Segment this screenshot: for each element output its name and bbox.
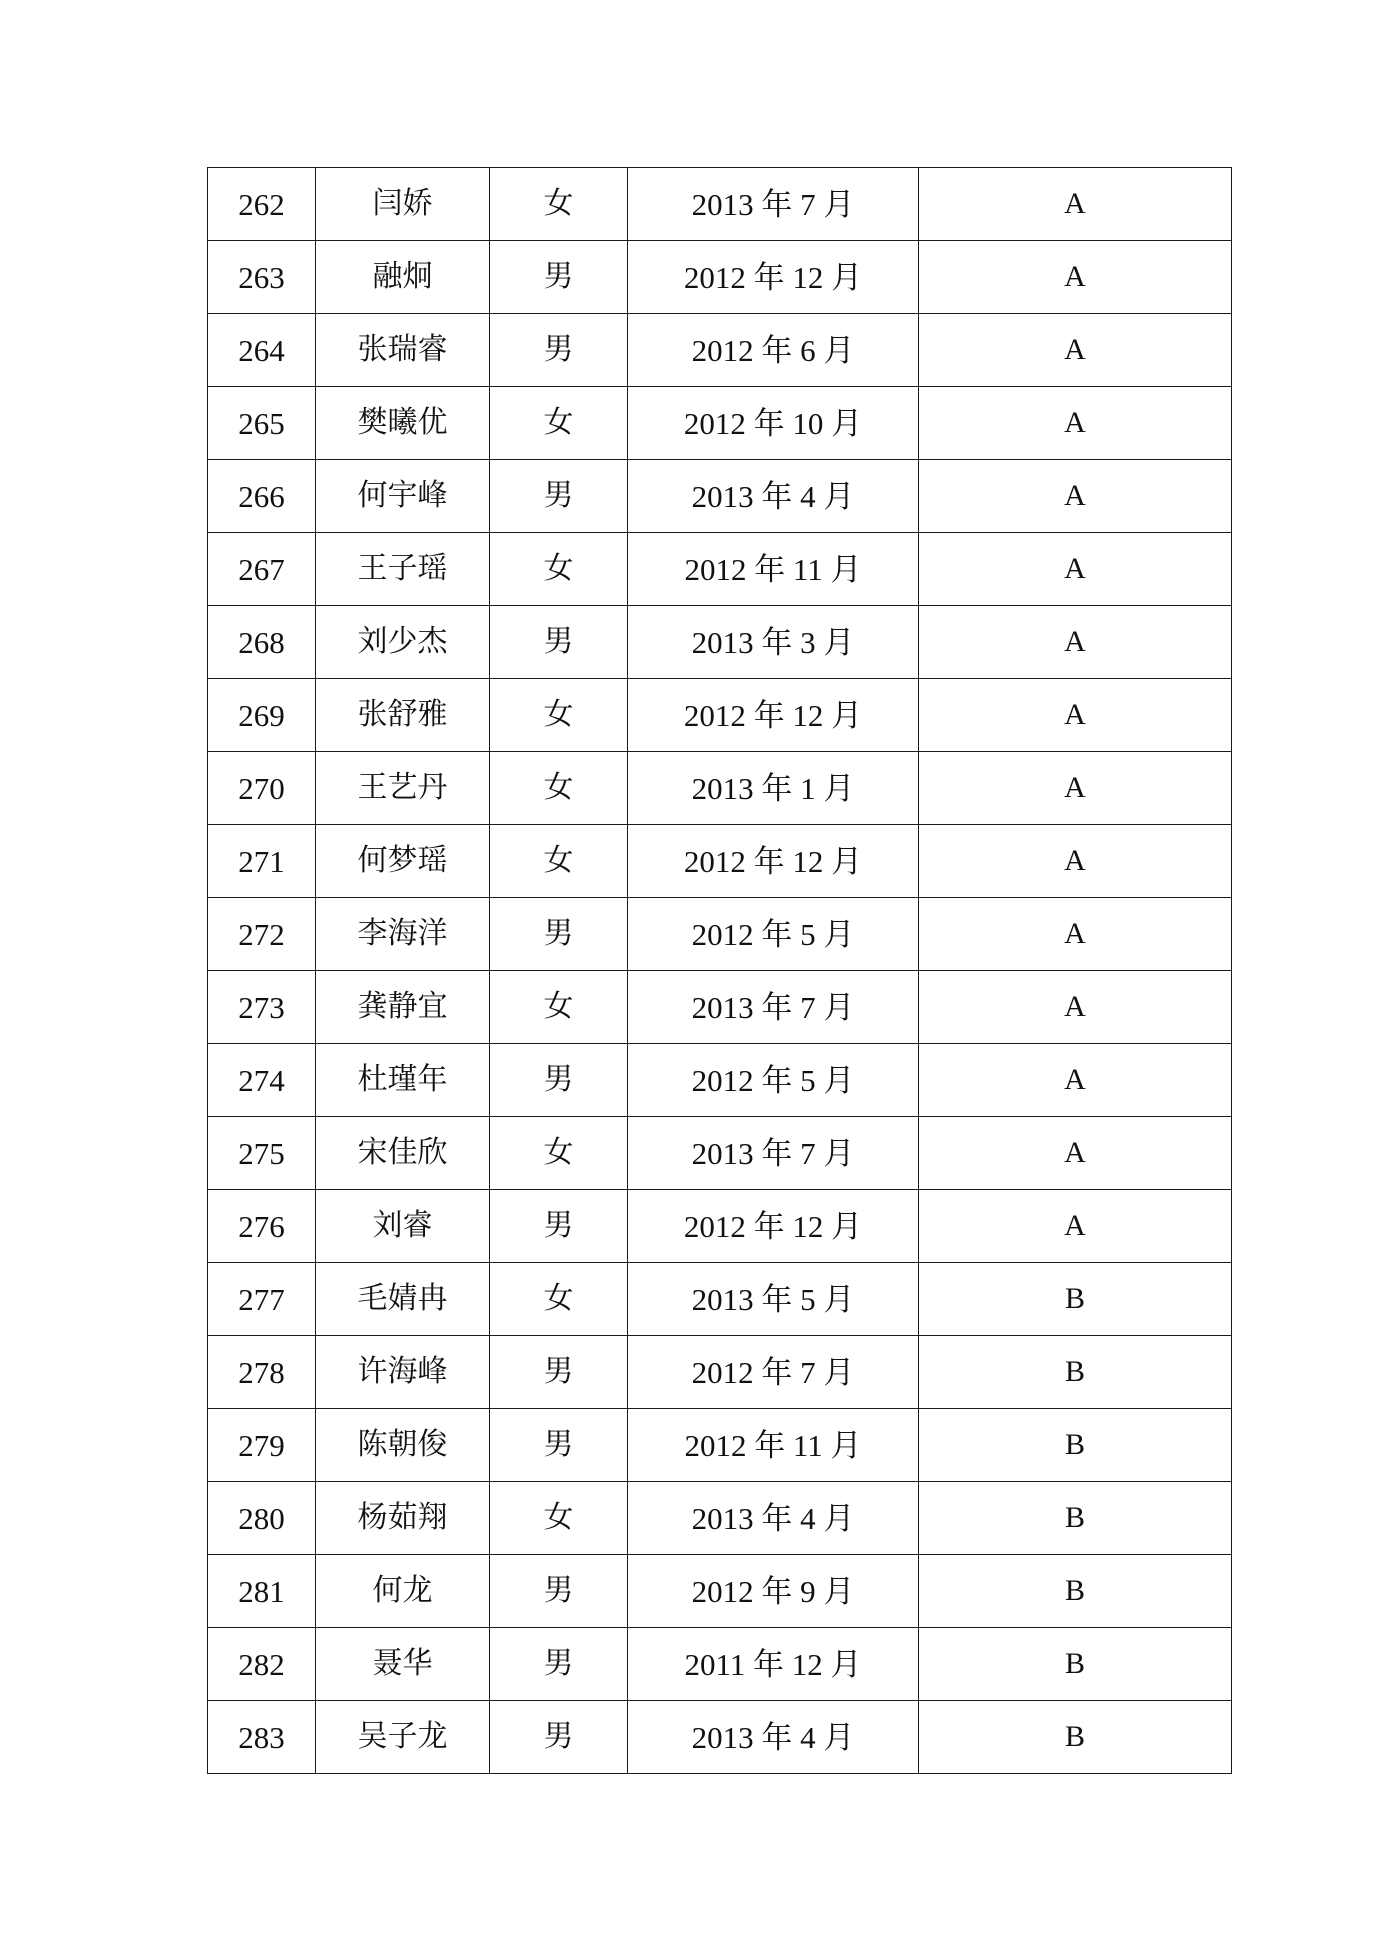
grade-level: A bbox=[919, 387, 1232, 460]
table-row bbox=[208, 241, 1232, 314]
grade-level: A bbox=[919, 241, 1232, 314]
student-gender: 男 bbox=[490, 1409, 628, 1482]
birth-date: 2013 年 4 月 bbox=[628, 1701, 919, 1774]
table-row bbox=[208, 387, 1232, 460]
row-number: 269 bbox=[208, 679, 316, 752]
table-row bbox=[208, 825, 1232, 898]
row-number: 274 bbox=[208, 1044, 316, 1117]
table-row bbox=[208, 679, 1232, 752]
birth-date: 2013 年 4 月 bbox=[628, 1482, 919, 1555]
row-number: 264 bbox=[208, 314, 316, 387]
student-name: 融炯 bbox=[316, 241, 490, 314]
grade-level: B bbox=[919, 1628, 1232, 1701]
row-number: 267 bbox=[208, 533, 316, 606]
student-gender: 女 bbox=[490, 387, 628, 460]
row-number: 265 bbox=[208, 387, 316, 460]
roster-body bbox=[208, 168, 1232, 1774]
birth-date: 2013 年 7 月 bbox=[628, 971, 919, 1044]
row-number: 268 bbox=[208, 606, 316, 679]
table-row bbox=[208, 1336, 1232, 1409]
student-gender: 男 bbox=[490, 606, 628, 679]
table-row bbox=[208, 1190, 1232, 1263]
student-name: 宋佳欣 bbox=[316, 1117, 490, 1190]
grade-level: B bbox=[919, 1701, 1232, 1774]
grade-level: A bbox=[919, 314, 1232, 387]
row-number: 273 bbox=[208, 971, 316, 1044]
student-gender: 男 bbox=[490, 1628, 628, 1701]
birth-date: 2013 年 1 月 bbox=[628, 752, 919, 825]
grade-level: B bbox=[919, 1336, 1232, 1409]
student-name: 许海峰 bbox=[316, 1336, 490, 1409]
table-row bbox=[208, 1628, 1232, 1701]
birth-date: 2012 年 10 月 bbox=[628, 387, 919, 460]
row-number: 276 bbox=[208, 1190, 316, 1263]
student-name: 何龙 bbox=[316, 1555, 490, 1628]
student-name: 闫娇 bbox=[316, 168, 490, 241]
birth-date: 2013 年 4 月 bbox=[628, 460, 919, 533]
student-roster-table bbox=[207, 167, 1232, 1774]
table-row bbox=[208, 460, 1232, 533]
student-name: 何宇峰 bbox=[316, 460, 490, 533]
row-number: 277 bbox=[208, 1263, 316, 1336]
grade-level: B bbox=[919, 1409, 1232, 1482]
table-row bbox=[208, 314, 1232, 387]
birth-date: 2012 年 12 月 bbox=[628, 1190, 919, 1263]
student-name: 聂华 bbox=[316, 1628, 490, 1701]
birth-date: 2012 年 6 月 bbox=[628, 314, 919, 387]
grade-level: A bbox=[919, 460, 1232, 533]
grade-level: A bbox=[919, 1117, 1232, 1190]
student-name: 吴子龙 bbox=[316, 1701, 490, 1774]
birth-date: 2013 年 7 月 bbox=[628, 1117, 919, 1190]
student-name: 毛婧冉 bbox=[316, 1263, 490, 1336]
table-row bbox=[208, 1482, 1232, 1555]
row-number: 278 bbox=[208, 1336, 316, 1409]
table-row bbox=[208, 1263, 1232, 1336]
grade-level: B bbox=[919, 1263, 1232, 1336]
birth-date: 2012 年 12 月 bbox=[628, 679, 919, 752]
grade-level: A bbox=[919, 1044, 1232, 1117]
grade-level: B bbox=[919, 1555, 1232, 1628]
grade-level: A bbox=[919, 606, 1232, 679]
table-row bbox=[208, 752, 1232, 825]
birth-date: 2012 年 11 月 bbox=[628, 533, 919, 606]
birth-date: 2012 年 5 月 bbox=[628, 898, 919, 971]
row-number: 280 bbox=[208, 1482, 316, 1555]
row-number: 283 bbox=[208, 1701, 316, 1774]
student-name: 樊曦优 bbox=[316, 387, 490, 460]
student-name: 杜瑾年 bbox=[316, 1044, 490, 1117]
student-gender: 女 bbox=[490, 1482, 628, 1555]
student-gender: 女 bbox=[490, 679, 628, 752]
table-row bbox=[208, 1409, 1232, 1482]
student-gender: 男 bbox=[490, 1336, 628, 1409]
birth-date: 2013 年 3 月 bbox=[628, 606, 919, 679]
row-number: 272 bbox=[208, 898, 316, 971]
birth-date: 2012 年 9 月 bbox=[628, 1555, 919, 1628]
student-gender: 女 bbox=[490, 825, 628, 898]
birth-date: 2012 年 7 月 bbox=[628, 1336, 919, 1409]
student-gender: 女 bbox=[490, 168, 628, 241]
grade-level: A bbox=[919, 533, 1232, 606]
row-number: 281 bbox=[208, 1555, 316, 1628]
birth-date: 2013 年 5 月 bbox=[628, 1263, 919, 1336]
birth-date: 2012 年 12 月 bbox=[628, 825, 919, 898]
student-name: 陈朝俊 bbox=[316, 1409, 490, 1482]
student-name: 李海洋 bbox=[316, 898, 490, 971]
student-gender: 男 bbox=[490, 1190, 628, 1263]
student-name: 张瑞睿 bbox=[316, 314, 490, 387]
grade-level: A bbox=[919, 168, 1232, 241]
table-row bbox=[208, 1044, 1232, 1117]
grade-level: A bbox=[919, 1190, 1232, 1263]
birth-date: 2012 年 11 月 bbox=[628, 1409, 919, 1482]
row-number: 263 bbox=[208, 241, 316, 314]
birth-date: 2013 年 7 月 bbox=[628, 168, 919, 241]
birth-date: 2012 年 5 月 bbox=[628, 1044, 919, 1117]
student-gender: 男 bbox=[490, 314, 628, 387]
student-gender: 男 bbox=[490, 460, 628, 533]
grade-level: A bbox=[919, 752, 1232, 825]
row-number: 262 bbox=[208, 168, 316, 241]
row-number: 270 bbox=[208, 752, 316, 825]
table-row bbox=[208, 168, 1232, 241]
birth-date: 2012 年 12 月 bbox=[628, 241, 919, 314]
student-gender: 女 bbox=[490, 971, 628, 1044]
student-gender: 女 bbox=[490, 533, 628, 606]
birth-date: 2011 年 12 月 bbox=[628, 1628, 919, 1701]
student-name: 龚静宜 bbox=[316, 971, 490, 1044]
student-name: 刘少杰 bbox=[316, 606, 490, 679]
student-name: 何梦瑶 bbox=[316, 825, 490, 898]
row-number: 266 bbox=[208, 460, 316, 533]
table-row bbox=[208, 1117, 1232, 1190]
student-gender: 男 bbox=[490, 1555, 628, 1628]
table-row bbox=[208, 1701, 1232, 1774]
grade-level: B bbox=[919, 1482, 1232, 1555]
student-name: 刘睿 bbox=[316, 1190, 490, 1263]
table-row bbox=[208, 971, 1232, 1044]
grade-level: A bbox=[919, 679, 1232, 752]
student-name: 杨茹翔 bbox=[316, 1482, 490, 1555]
student-gender: 男 bbox=[490, 241, 628, 314]
table-row bbox=[208, 1555, 1232, 1628]
row-number: 279 bbox=[208, 1409, 316, 1482]
table-row bbox=[208, 533, 1232, 606]
student-name: 王艺丹 bbox=[316, 752, 490, 825]
grade-level: A bbox=[919, 971, 1232, 1044]
row-number: 275 bbox=[208, 1117, 316, 1190]
student-gender: 女 bbox=[490, 752, 628, 825]
student-gender: 女 bbox=[490, 1117, 628, 1190]
student-gender: 男 bbox=[490, 898, 628, 971]
table-row bbox=[208, 898, 1232, 971]
student-gender: 女 bbox=[490, 1263, 628, 1336]
student-gender: 男 bbox=[490, 1044, 628, 1117]
table-row bbox=[208, 606, 1232, 679]
row-number: 271 bbox=[208, 825, 316, 898]
row-number: 282 bbox=[208, 1628, 316, 1701]
student-gender: 男 bbox=[490, 1701, 628, 1774]
grade-level: A bbox=[919, 825, 1232, 898]
student-name: 王子瑶 bbox=[316, 533, 490, 606]
student-name: 张舒雅 bbox=[316, 679, 490, 752]
grade-level: A bbox=[919, 898, 1232, 971]
